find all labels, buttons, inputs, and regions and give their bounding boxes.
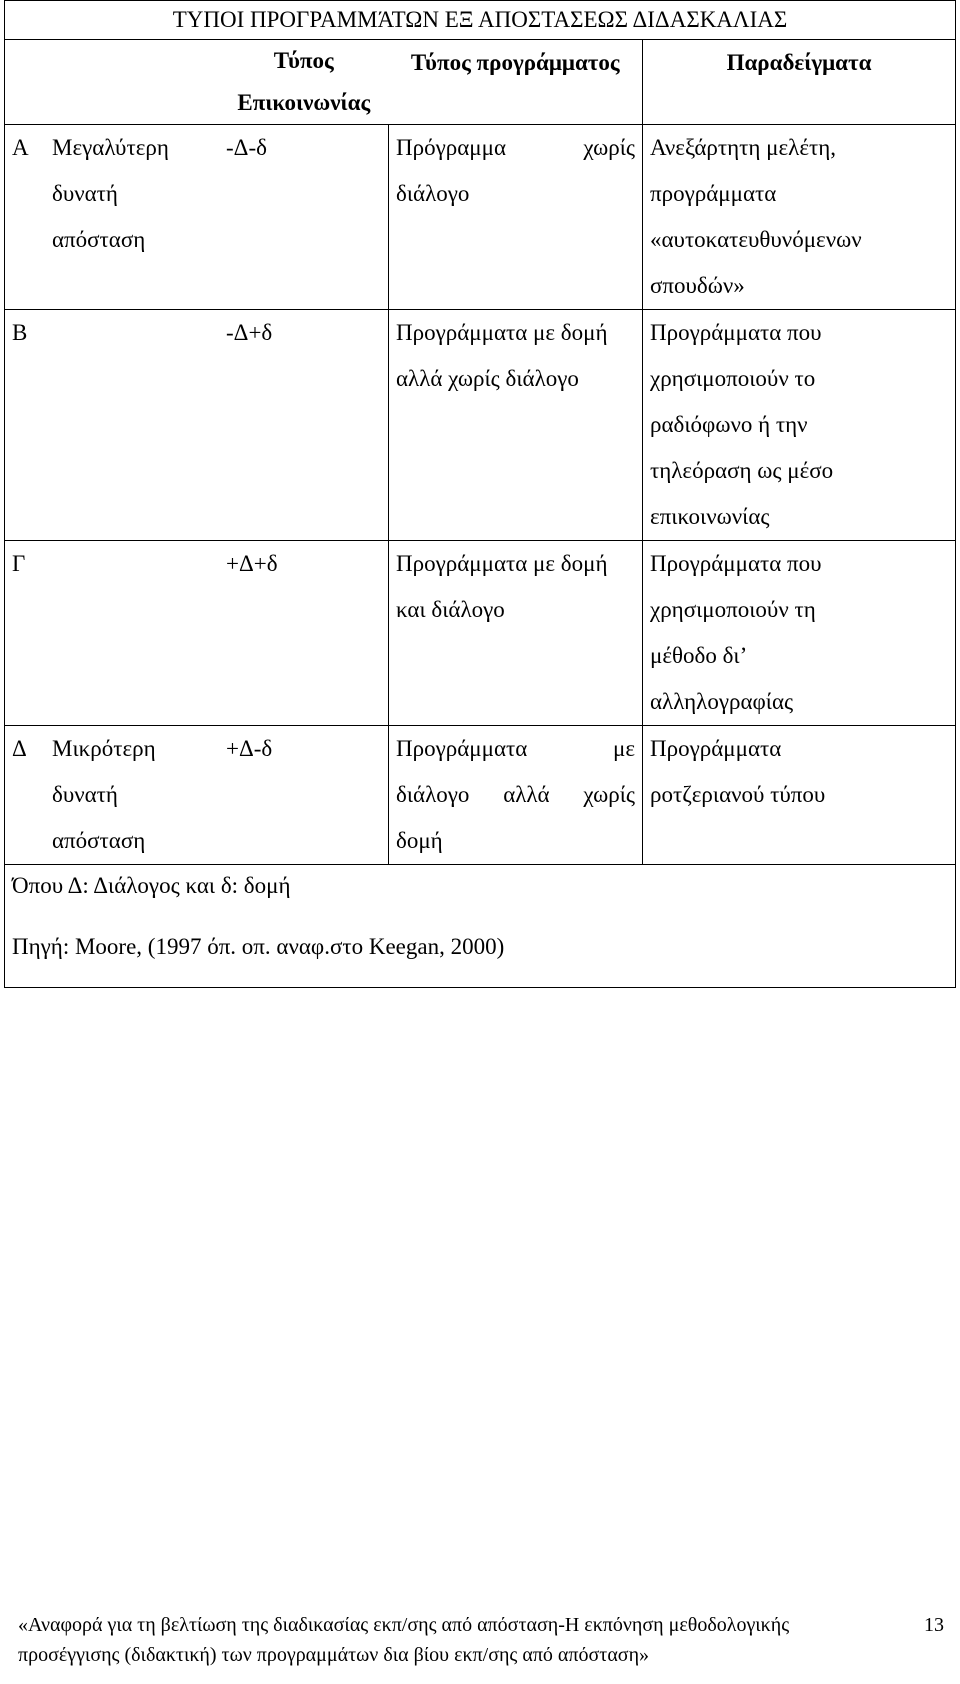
row-distance [45, 125, 219, 310]
example-line: αλληλογραφίας [650, 689, 794, 714]
table-row [5, 726, 956, 865]
page-number: 13 [924, 1614, 944, 1636]
program-line: διάλογο [396, 181, 470, 206]
example-line: επικοινωνίας [650, 504, 770, 529]
distance-line: δυνατή [52, 181, 118, 206]
program-word: αλλά [503, 782, 550, 807]
example-line: ροτζεριανού τύπου [650, 782, 826, 807]
example-line: σπουδών» [650, 273, 745, 298]
header-comm-type-line2: Επικοινωνίας [237, 90, 371, 115]
program-types-table [4, 0, 956, 988]
example-line: Προγράμματα [650, 736, 782, 761]
program-line: αλλά χωρίς διάλογο [396, 366, 579, 391]
table-source: Πηγή: Moore, (1997 όπ. οπ. αναφ.στο Keegan, 2000) [5, 907, 956, 988]
distance-line: Μεγαλύτερη [52, 135, 169, 160]
program-word: χωρίς [583, 135, 635, 160]
distance-line: απόσταση [52, 227, 146, 252]
program-word: Προγράμματα [396, 736, 528, 761]
row-program-type [389, 310, 643, 541]
header-comm-type-line1: Τύπος [273, 48, 334, 73]
example-line: τηλεόραση ως μέσο [650, 458, 834, 483]
example-line: Προγράμματα που [650, 320, 822, 345]
row-comm-type: -Δ+δ [219, 310, 389, 541]
program-line: Προγράμματα με δομή [396, 551, 608, 576]
row-examples [643, 310, 956, 541]
example-line: ραδιόφωνο ή την [650, 412, 808, 437]
footer-line1: «Αναφορά για τη βελτίωση της διαδικασίας εκπ/σης από απόσταση-Η εκπόνηση μεθοδολογικής [18, 1614, 790, 1636]
row-letter: Γ [5, 541, 46, 726]
row-distance [45, 726, 219, 865]
program-word: Πρόγραμμα [396, 135, 506, 160]
table-row [5, 310, 956, 541]
row-program-type [389, 726, 643, 865]
row-letter: Δ [5, 726, 46, 865]
page-footer [18, 1610, 948, 1670]
example-line: μέθοδο δι’ [650, 643, 748, 668]
row-program-type [389, 125, 643, 310]
table-note: Όπου Δ: Διάλογος και δ: δομή [5, 865, 956, 908]
row-distance [45, 310, 219, 541]
row-comm-type: +Δ+δ [219, 541, 389, 726]
table-row [5, 541, 956, 726]
distance-line: Μικρότερη [52, 736, 156, 761]
program-line: δομή [396, 828, 443, 853]
example-line: Προγράμματα που [650, 551, 822, 576]
header-empty [5, 40, 220, 125]
row-comm-type: -Δ-δ [219, 125, 389, 310]
program-line: και διάλογο [396, 597, 505, 622]
row-distance [45, 541, 219, 726]
example-line: «αυτοκατευθυνόμενων [650, 227, 862, 252]
example-line: Ανεξάρτητη μελέτη, [650, 135, 836, 160]
header-examples: Παραδείγματα [643, 40, 956, 125]
row-examples [643, 726, 956, 865]
row-letter: Β [5, 310, 46, 541]
example-line: χρησιμοποιούν το [650, 366, 816, 391]
program-line: Προγράμματα με δομή [396, 320, 608, 345]
row-examples [643, 541, 956, 726]
example-line: προγράμματα [650, 181, 777, 206]
distance-line: απόσταση [52, 828, 146, 853]
table-title: ΤΥΠΟΙ ΠΡΟΓΡΑΜΜΆΤΩΝ ΕΞ ΑΠΟΣΤΑΣΕΩΣ ΔΙΔΑΣΚΑΛΙΑΣ [5, 1, 956, 40]
row-examples [643, 125, 956, 310]
row-comm-type: +Δ-δ [219, 726, 389, 865]
program-word: διάλογο [396, 782, 470, 807]
program-word: χωρίς [583, 782, 635, 807]
example-line: χρησιμοποιούν τη [650, 597, 816, 622]
header-comm-type [219, 40, 389, 125]
distance-line: δυνατή [52, 782, 118, 807]
row-program-type [389, 541, 643, 726]
footer-line2: προσέγγισης (διδακτική) των προγραμμάτων δια βίου εκπ/σης από απόσταση» [18, 1644, 650, 1666]
row-letter: Α [5, 125, 46, 310]
header-program-type: Τύπος προγράμματος [389, 40, 643, 125]
table-row [5, 125, 956, 310]
program-word: με [613, 736, 635, 761]
